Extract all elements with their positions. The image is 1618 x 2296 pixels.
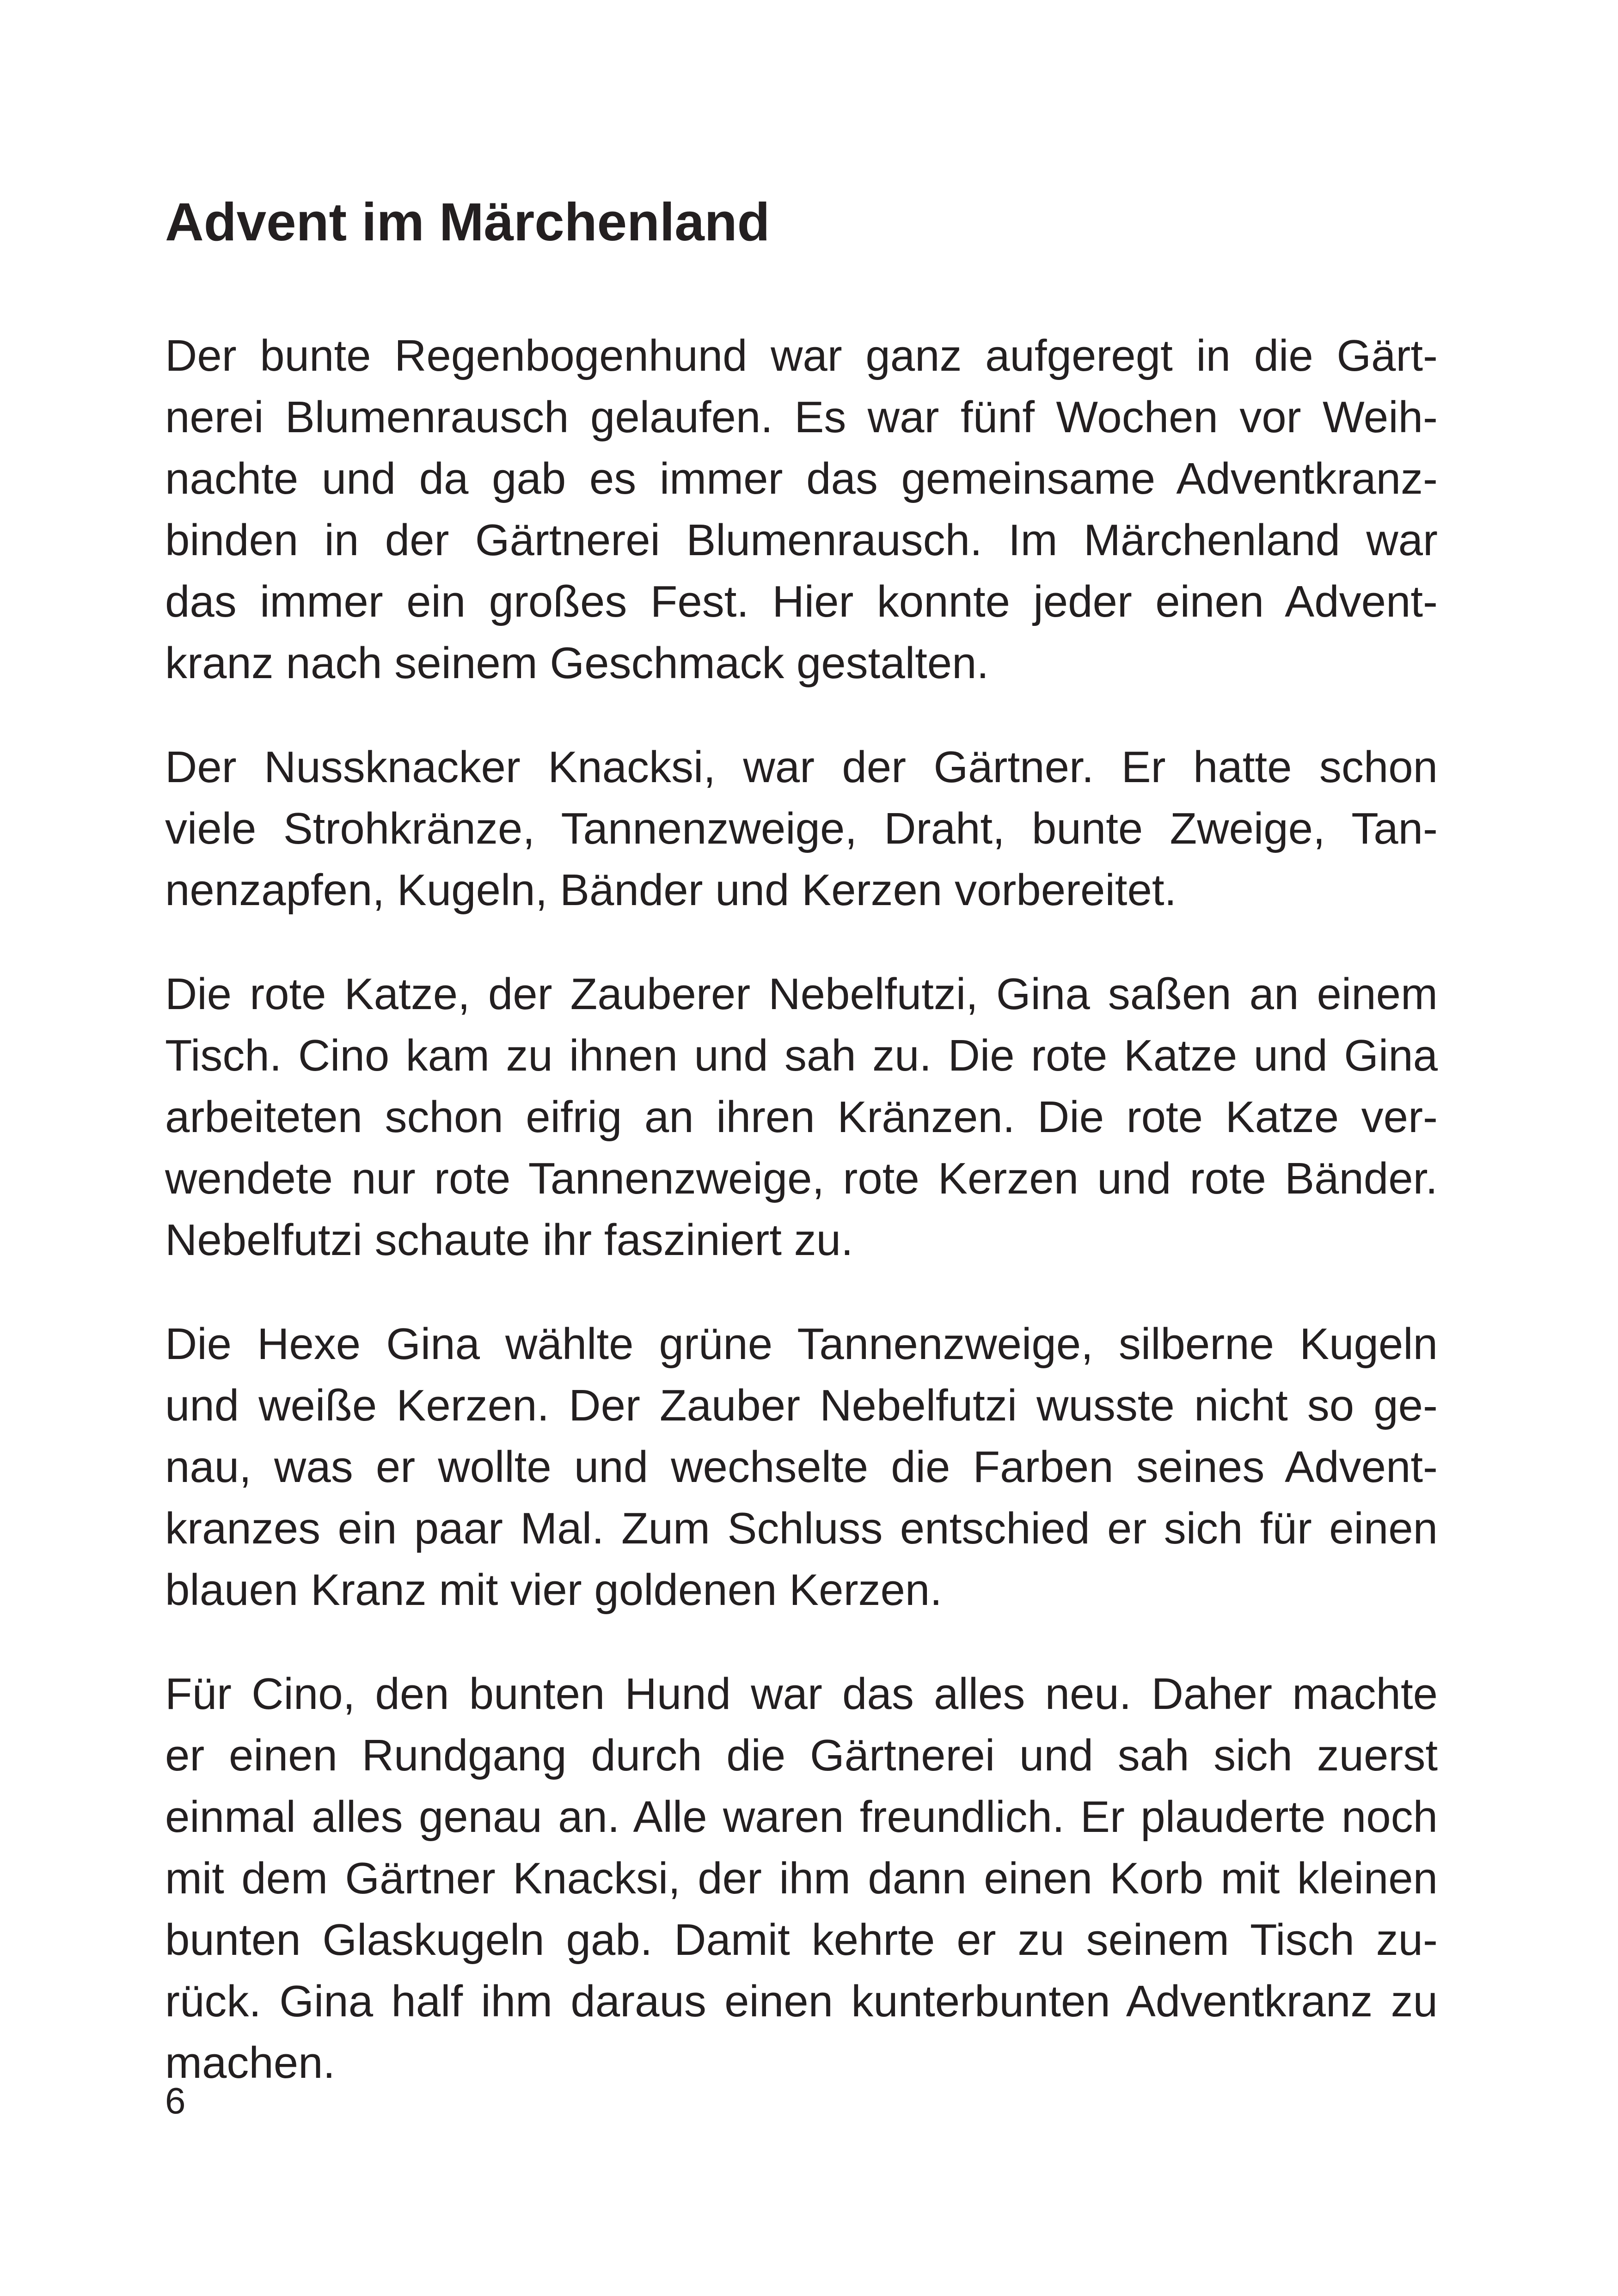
text-line: rück. Gina half ihm daraus einen kunterbunten Adventkranz zu (165, 1977, 1438, 2026)
text-line: Die rote Katze, der Zauberer Nebelfutzi, Gina saßen an einem (165, 969, 1438, 1019)
text-line: machen. (165, 2038, 336, 2088)
text-line: nerei Blumenrausch gelaufen. Es war fünf Wochen vor Weih- (165, 392, 1438, 442)
text-line: nachte und da gab es immer das gemeinsame Adventkranz- (165, 454, 1438, 503)
page-number: 6 (165, 2080, 186, 2121)
text-line: Nebelfutzi schaute ihr fasziniert zu. (165, 1215, 853, 1265)
paragraph-2 (165, 736, 1438, 921)
text-line: kranz nach seinem Geschmack gestalten. (165, 638, 989, 688)
text-line: Für Cino, den bunten Hund war das alles neu. Daher machte (165, 1669, 1438, 1719)
text-line: Der bunte Regenbogenhund war ganz aufgeregt in die Gärt- (165, 331, 1438, 380)
text-line: das immer ein großes Fest. Hier konnte jeder einen Advent- (165, 577, 1438, 626)
paragraph-1 (165, 325, 1438, 694)
text-line: viele Strohkränze, Tannenzweige, Draht, bunte Zweige, Tan- (165, 804, 1438, 853)
text-line: wendete nur rote Tannenzweige, rote Kerzen und rote Bänder. (165, 1154, 1438, 1203)
text-line: bunten Glaskugeln gab. Damit kehrte er zu seinem Tisch zu- (165, 1915, 1438, 1965)
paragraph-5 (165, 1663, 1438, 2094)
text-line: er einen Rundgang durch die Gärtnerei und sah sich zuerst (165, 1731, 1438, 1780)
text-line: blauen Kranz mit vier goldenen Kerzen. (165, 1565, 942, 1615)
text-line: nau, was er wollte und wechselte die Farben seines Advent- (165, 1442, 1438, 1492)
text-line: kranzes ein paar Mal. Zum Schluss entschied er sich für einen (165, 1504, 1438, 1553)
text-line: einmal alles genau an. Alle waren freundlich. Er plauderte noch (165, 1792, 1438, 1842)
text-line: binden in der Gärtnerei Blumenrausch. Im Märchenland war (165, 515, 1438, 565)
text-line: Der Nussknacker Knacksi, war der Gärtner. Er hatte schon (165, 742, 1438, 792)
paragraph-3 (165, 963, 1438, 1271)
paragraph-4 (165, 1313, 1438, 1621)
text-line: nenzapfen, Kugeln, Bänder und Kerzen vorbereitet. (165, 865, 1177, 915)
page-title: Advent im Märchenland (165, 192, 770, 252)
text-line: und weiße Kerzen. Der Zauber Nebelfutzi wusste nicht so ge- (165, 1381, 1438, 1430)
text-line: mit dem Gärtner Knacksi, der ihm dann einen Korb mit kleinen (165, 1854, 1438, 1903)
text-line: Tisch. Cino kam zu ihnen und sah zu. Die rote Katze und Gina (165, 1031, 1438, 1080)
text-line: arbeiteten schon eifrig an ihren Kränzen. Die rote Katze ver- (165, 1092, 1438, 1142)
story-text (165, 325, 1438, 2136)
text-line: Die Hexe Gina wählte grüne Tannenzweige, silberne Kugeln (165, 1319, 1438, 1369)
